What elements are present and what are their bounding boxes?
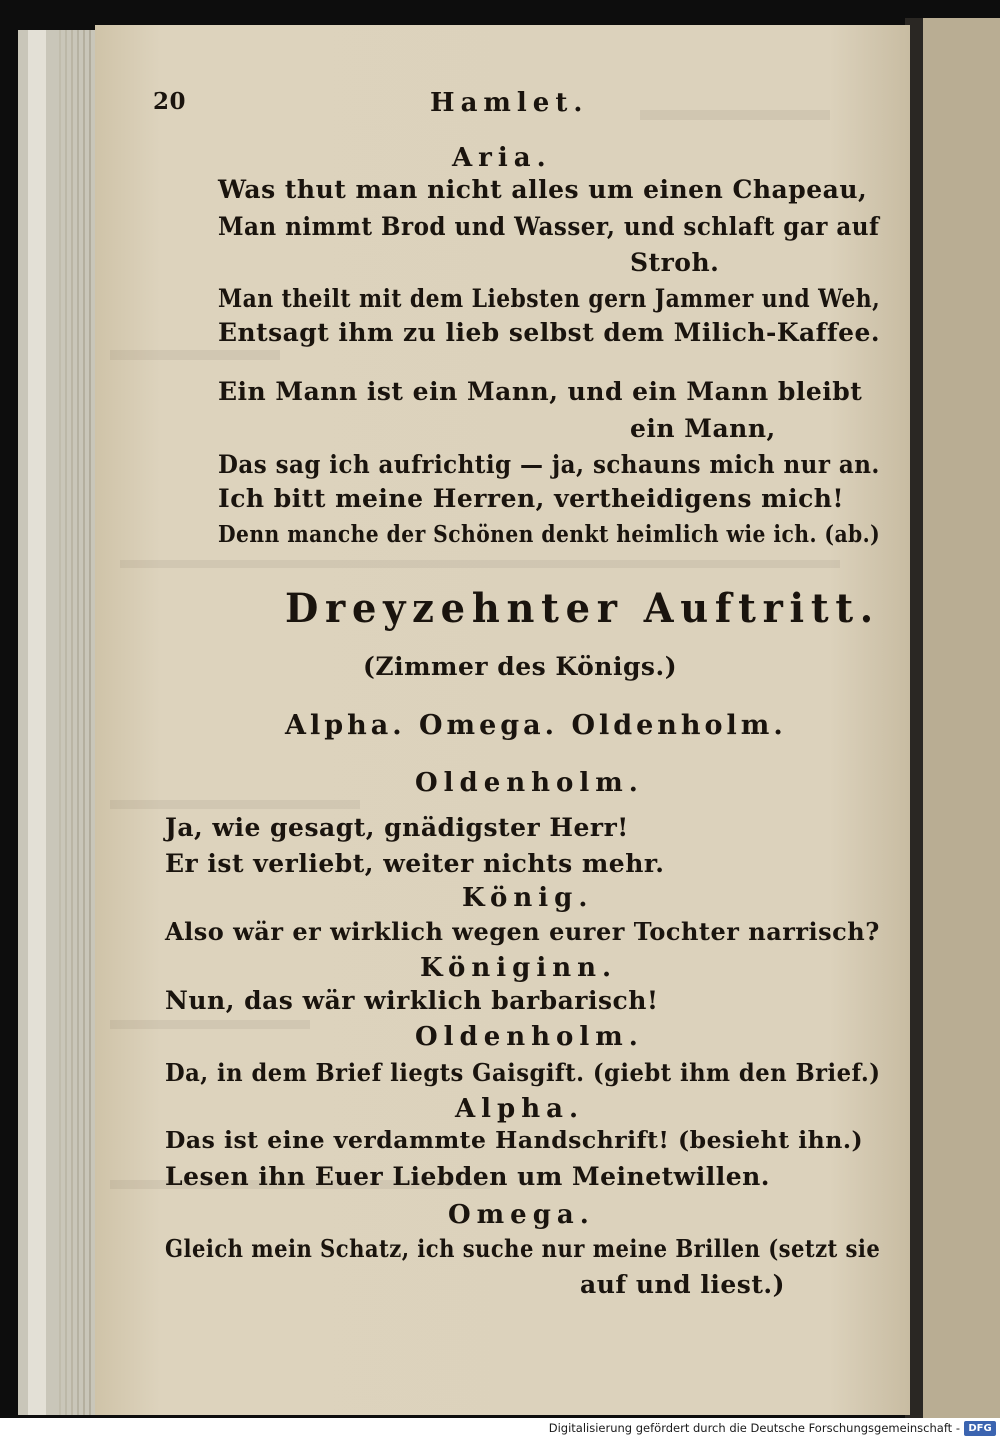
scene-setting: (Zimmer des Königs.) (363, 652, 678, 681)
dfg-logo[interactable]: DFG (964, 1421, 996, 1436)
speaker-name: Omega. (448, 1200, 595, 1230)
aria-line: ein Mann, (630, 414, 776, 443)
aria-line: Entsagt ihm zu lieb selbst dem Milich-Kaffee. (218, 318, 881, 347)
dialogue-line: Lesen ihn Euer Liebden um Meinetwillen. (165, 1162, 770, 1191)
dialogue-line: Gleich mein Schatz, ich suche nur meine Brillen (setzt sie (165, 1234, 881, 1263)
aria-line: Ein Mann ist ein Mann, und ein Mann bleibt (218, 377, 863, 406)
page-number: 20 (153, 88, 187, 115)
speaker-name: Oldenholm. (415, 768, 644, 798)
dialogue-line: auf und liest.) (580, 1270, 785, 1299)
footer-credit: Digitalisierung gefördert durch die Deutsche Forschungsgemeinschaft - (548, 1421, 960, 1435)
speaker-name: König. (462, 883, 594, 913)
scene-characters: Alpha. Omega. Oldenholm. (285, 710, 787, 741)
aria-line: Stroh. (630, 248, 720, 277)
dialogue-line: Da, in dem Brief liegts Gaisgift. (giebt ihm den Brief.) (165, 1058, 881, 1087)
aria-line: Man theilt mit dem Liebsten gern Jammer und Weh, (218, 284, 881, 313)
dialogue-line: Nun, das wär wirklich barbarisch! (165, 986, 659, 1015)
digitization-footer (0, 1418, 1000, 1439)
aria-line: Man nimmt Brod und Wasser, und schlaft gar auf (218, 212, 880, 241)
dialogue-line: Ja, wie gesagt, gnädigster Herr! (165, 813, 629, 842)
dialogue-line: Er ist verliebt, weiter nichts mehr. (165, 849, 665, 878)
speaker-name: Alpha. (455, 1094, 585, 1124)
aria-heading: Aria. (452, 143, 552, 173)
speaker-name: Königinn. (420, 953, 618, 983)
scene-title: Dreyzehnter Auftritt. (285, 585, 880, 632)
running-head: Hamlet. (430, 88, 589, 118)
dialogue-line: Das ist eine verdammte Handschrift! (besieht ihn.) (165, 1126, 864, 1154)
aria-line: Was thut man nicht alles um einen Chapeau, (218, 175, 868, 204)
dialogue-line: Also wär er wirklich wegen eurer Tochter narrisch? (165, 917, 880, 946)
speaker-name: Oldenholm. (415, 1022, 644, 1052)
aria-line: Das sag ich aufrichtig — ja, schauns mich nur an. (218, 450, 880, 479)
aria-line: Ich bitt meine Herren, vertheidigens mich! (218, 484, 844, 513)
aria-line: Denn manche der Schönen denkt heimlich wie ich. (ab.) (218, 520, 881, 548)
